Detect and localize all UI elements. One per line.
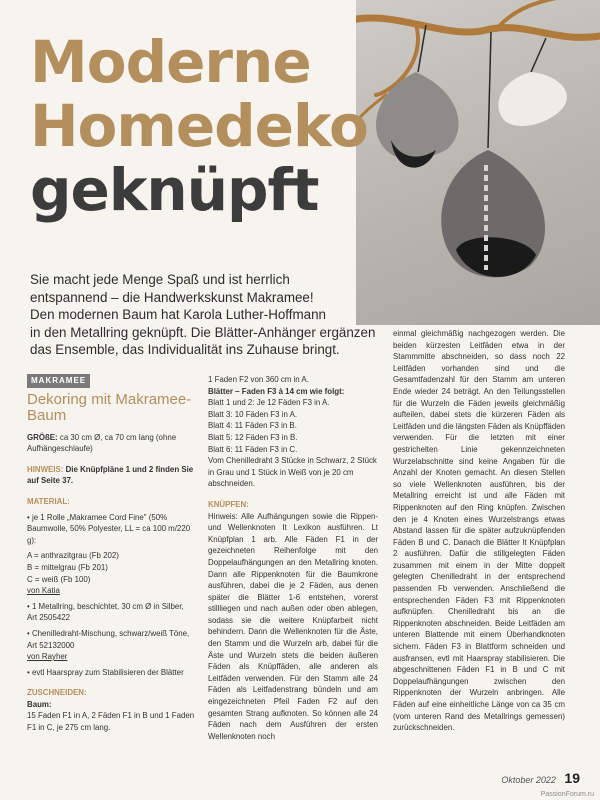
column-3 xyxy=(393,328,565,738)
material-item: von Katia xyxy=(27,586,60,596)
lead-line: in den Metallring geknüpft. Die Blätter-Anhänger ergänzen xyxy=(30,324,376,340)
title-line-2: Homedeko xyxy=(30,92,368,160)
cutting-line: Blatt 3: 10 Fäden F3 in A. xyxy=(208,409,298,419)
section-title: Dekoring mit Makramee-Baum xyxy=(27,390,192,424)
material-item: • je 1 Rolle „Makramee Cord Fine" (50% Baumwolle, 50% Polyester, LL = ca 100 m/220 g): xyxy=(27,512,191,545)
page-footer xyxy=(501,770,580,786)
section-tag: MAKRAMEE xyxy=(27,374,90,388)
cutting-line: Vom Chenilledraht 3 Stücke in Schwarz, 2 Stück in Grau und 1 Stück in Weiß von je 20 cm abschneiden. xyxy=(208,456,377,489)
cutting-line: Blatt 5: 12 Fäden F3 in B. xyxy=(208,432,298,442)
material-item: • 1 Metallring, beschichtet, 30 cm Ø in Silber, Art 2505422 xyxy=(27,601,184,623)
page-number: 19 xyxy=(564,770,580,786)
knotting-text-continued: einmal gleichmäßig nachgezogen werden. Die beiden kürzesten Leitfäden etwa in der Stammmitte abschneiden, so dass noch 22 Leitfäden vorhanden sind und die Gesamtfadenzahl für den Stamm am unteren Ende wieder 24 beträgt. An den Teilungsstellen für die Wurzeln die Fäden jeweils gleichmäßig aufteilen, dabei stets die kürzeren Fäden als Leitfäden und die längsten Fäden als Knüpffäden verwenden. Für die letzten mit einer gestrichelten Linie gekennzeichneten Wurzelabschnitte sind keine Angaben für die Anzahl der Knoten gemacht. An diesen Stellen so viele Wellenknoten ausführen, bis der Metallring erreicht ist und alle Fäden mit Rippenknoten auf den Ring knüpfen. Zwischen den je 4 Knoten eines Wurzelstrangs etwas Abstand lassen für die später aufzuknüpfenden Fäden B und C. Danach die Blätter lt Knüpfplan 2 ausführen. Dafür die stillgelegten Fäden zusammen mit einem in der Mitte doppelt gelegten Chenilledraht in der entsprechend passenden Fb verwenden. Anschließend die entsprechenden Fäden F3 mit Rippenknoten aufknüpfen. Chenilledraht bis an die Rippenknoten abschneiden. Beide Leitfäden am unteren Blattende mit einem Überhandknoten sichern. Fäden F3 in Blattform schneiden und ausfransen, evtl mit Haarspray stabilisieren. Die abgeschnittenen Fäden F1 in B und C mit Doppelaufhängungen zwischen den Rippenknoten der Wurzeln anbringen. Alle Fäden auf eine einheitliche Länge von ca 35 cm (vom unteren Rand des Metallrings gemessen) zurückschneiden. xyxy=(393,329,565,733)
material-item: • Chenilledraht-Mischung, schwarz/weiß Töne, Art 52132000 xyxy=(27,628,190,650)
lead-paragraph xyxy=(30,271,376,359)
knotting-heading: KNÜPFEN: xyxy=(208,499,249,509)
title-line-3: geknüpft xyxy=(30,156,319,224)
material-heading: MATERIAL: xyxy=(27,496,70,506)
macrame-leaves-illustration xyxy=(356,0,600,325)
cutting-heading: ZUSCHNEIDEN: xyxy=(27,688,87,698)
issue-date: Oktober 2022 xyxy=(501,775,556,785)
cutting-line: Blätter – Faden F3 à 14 cm wie folgt: xyxy=(208,386,345,396)
lead-line: Sie macht jede Menge Spaß und ist herrlich xyxy=(30,272,290,287)
cutting-line: Blatt 1 und 2: Je 12 Fäden F3 in A. xyxy=(208,398,330,408)
hint-info: HINWEIS: Die Knüpfpläne 1 und 2 finden Sie auf Seite 37. xyxy=(27,464,194,486)
tree-cutting: 15 Faden F1 in A, 2 Fäden F1 in B und 1 Faden F1 in C, je 275 cm lang. xyxy=(27,711,195,733)
page-title xyxy=(30,30,368,222)
cutting-line: 1 Faden F2 von 360 cm in A. xyxy=(208,375,309,384)
title-line-1: Moderne xyxy=(30,28,311,96)
cutting-line: Blatt 6: 11 Fäden F3 in C. xyxy=(208,444,298,454)
size-info: GRÖßE: ca 30 cm Ø, ca 70 cm lang (ohne Aufhängeschlaufe) xyxy=(27,432,177,454)
material-item: A = anthrazitgrau (Fb 202) xyxy=(27,551,119,561)
column-2 xyxy=(208,374,378,746)
column-1 xyxy=(27,374,195,738)
tree-label: Baum: xyxy=(27,699,52,709)
lead-line: das Ensemble, das Individualität ins Zuhause bringt. xyxy=(30,342,340,357)
material-item: • evtl Haarspray zum Stabilisieren der Blätter xyxy=(27,667,184,677)
cutting-line: Blatt 4: 11 Fäden F3 in B. xyxy=(208,421,297,431)
watermark-credit: PassionForum.ru xyxy=(540,791,594,798)
lead-line: entspannend – die Handwerkskunst Makramee! xyxy=(30,289,314,305)
material-item: B = mittelgrau (Fb 201) xyxy=(27,562,108,572)
material-item: C = weiß (Fb 100) xyxy=(27,574,91,584)
knotting-text: Hinweis: Alle Aufhängungen sowie die Rippen- und Wellenknoten It Lexikon ausführen. Lt Knüpfplan 1 arb. Alle Fäden F1 in der gezeichneten Reihenfolge mit den Doppelaufhängungen an den Metallring knoten. Dann alle Rippenknoten für die Baumkrone ausführen, dabei die je 2 Fäden, aus denen später die Blätter 1-6 entstehen, vorerst stillliegen und nach außen oder oben ablegen, sodass sie die weitere Knüpfarbeit nicht behindern. Dann die Wellenknoten für die Äste, den Stamm und die Wurzeln arb, dabei für die Äste und Wurzeln stets die beiden äußeren Fäden als Knüpffäden, alle anderen als Leitfäden verwenden. Für den Stamm alle 24 Fäden als Leitfadenstrang bündeln und am eingezeichneten Pfeil Faden F2 auf den gesamten Strang aufknoten. So können alle 24 Fäden nach dem Ausführen der ersten Wellenknoten noch xyxy=(208,511,378,741)
lead-line: Den modernen Baum hat Karola Luther-Hoffmann xyxy=(30,307,327,322)
hero-photo xyxy=(356,0,600,325)
material-item: von Rayher xyxy=(27,652,68,662)
